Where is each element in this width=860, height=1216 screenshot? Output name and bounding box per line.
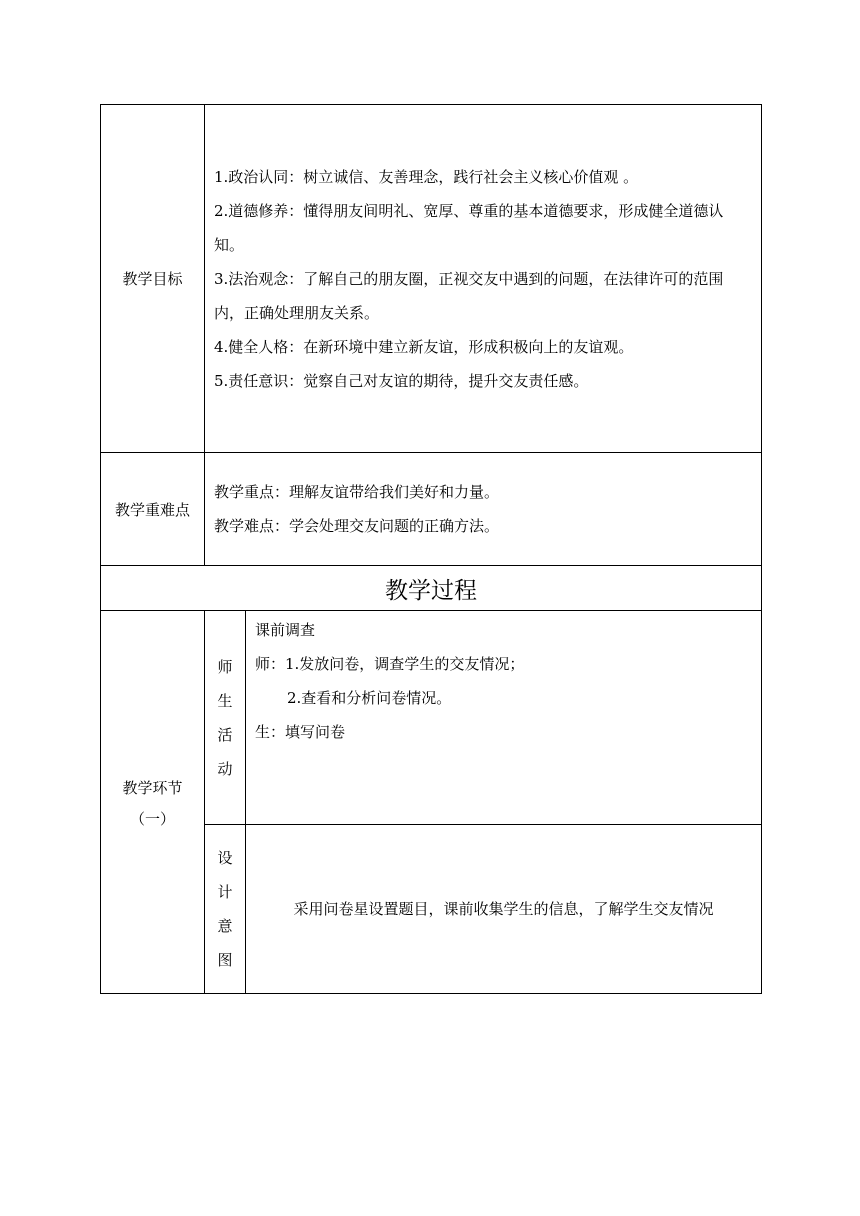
key-points-row: [101, 453, 762, 566]
objective-item: 4.健全人格：在新环境中建立新友谊，形成积极向上的友谊观。: [214, 337, 634, 356]
objectives-content: [205, 105, 762, 453]
objective-item: 3.法治观念：了解自己的朋友圈，正视交友中遇到的问题，在法律许可的范围内，正确处理朋友关系。: [214, 269, 724, 322]
activity-line: 生：填写问卷: [255, 723, 346, 741]
activity-line: 2.查看和分析问卷情况。: [287, 689, 452, 707]
process-title: 教学过程: [101, 566, 762, 611]
activity-label: [205, 611, 246, 825]
objective-item: 2.道德修养：懂得朋友间明礼、宽厚、尊重的基本道德要求，形成健全道德认知。: [214, 201, 724, 254]
process-title-row: [101, 566, 762, 611]
design-content: [246, 825, 762, 994]
key-points-content: [205, 453, 762, 566]
activity-content: [246, 611, 762, 825]
objective-item: 5.责任意识：觉察自己对友谊的期待，提升交友责任感。: [214, 371, 589, 390]
activity-line: 师：1.发放问卷，调查学生的交友情况；: [255, 655, 525, 673]
objectives-row: [101, 105, 762, 453]
activity-label-char: 生: [217, 691, 233, 710]
activity-label-char: 师: [217, 657, 233, 676]
lesson-plan-table: [100, 104, 762, 994]
activity-label-char: 动: [217, 759, 233, 778]
activity-label-char: 活: [217, 725, 233, 744]
key-point: 教学重点：理解友谊带给我们美好和力量。: [214, 483, 500, 501]
stage-label-line2: （一）: [129, 810, 175, 828]
stage-label: [101, 611, 205, 994]
design-text: 采用问卷星设置题目，课前收集学生的信息，了解学生交友情况: [293, 900, 714, 918]
objectives-label: 教学目标: [101, 105, 205, 453]
key-points-label: 教学重难点: [101, 453, 205, 566]
design-label-char: 图: [217, 951, 233, 969]
objective-item: 1.政治认同：树立诚信、友善理念，践行社会主义核心价值观 。: [214, 167, 639, 186]
stage-label-line1: 教学环节: [122, 779, 183, 797]
design-label: [205, 825, 246, 994]
difficult-point: 教学难点：学会处理交友问题的正确方法。: [214, 517, 500, 535]
design-label-char: 计: [217, 883, 233, 901]
design-label-char: 设: [217, 849, 233, 867]
activity-line: 课前调查: [255, 621, 316, 639]
design-label-char: 意: [217, 917, 233, 935]
activity-row: [101, 611, 762, 825]
